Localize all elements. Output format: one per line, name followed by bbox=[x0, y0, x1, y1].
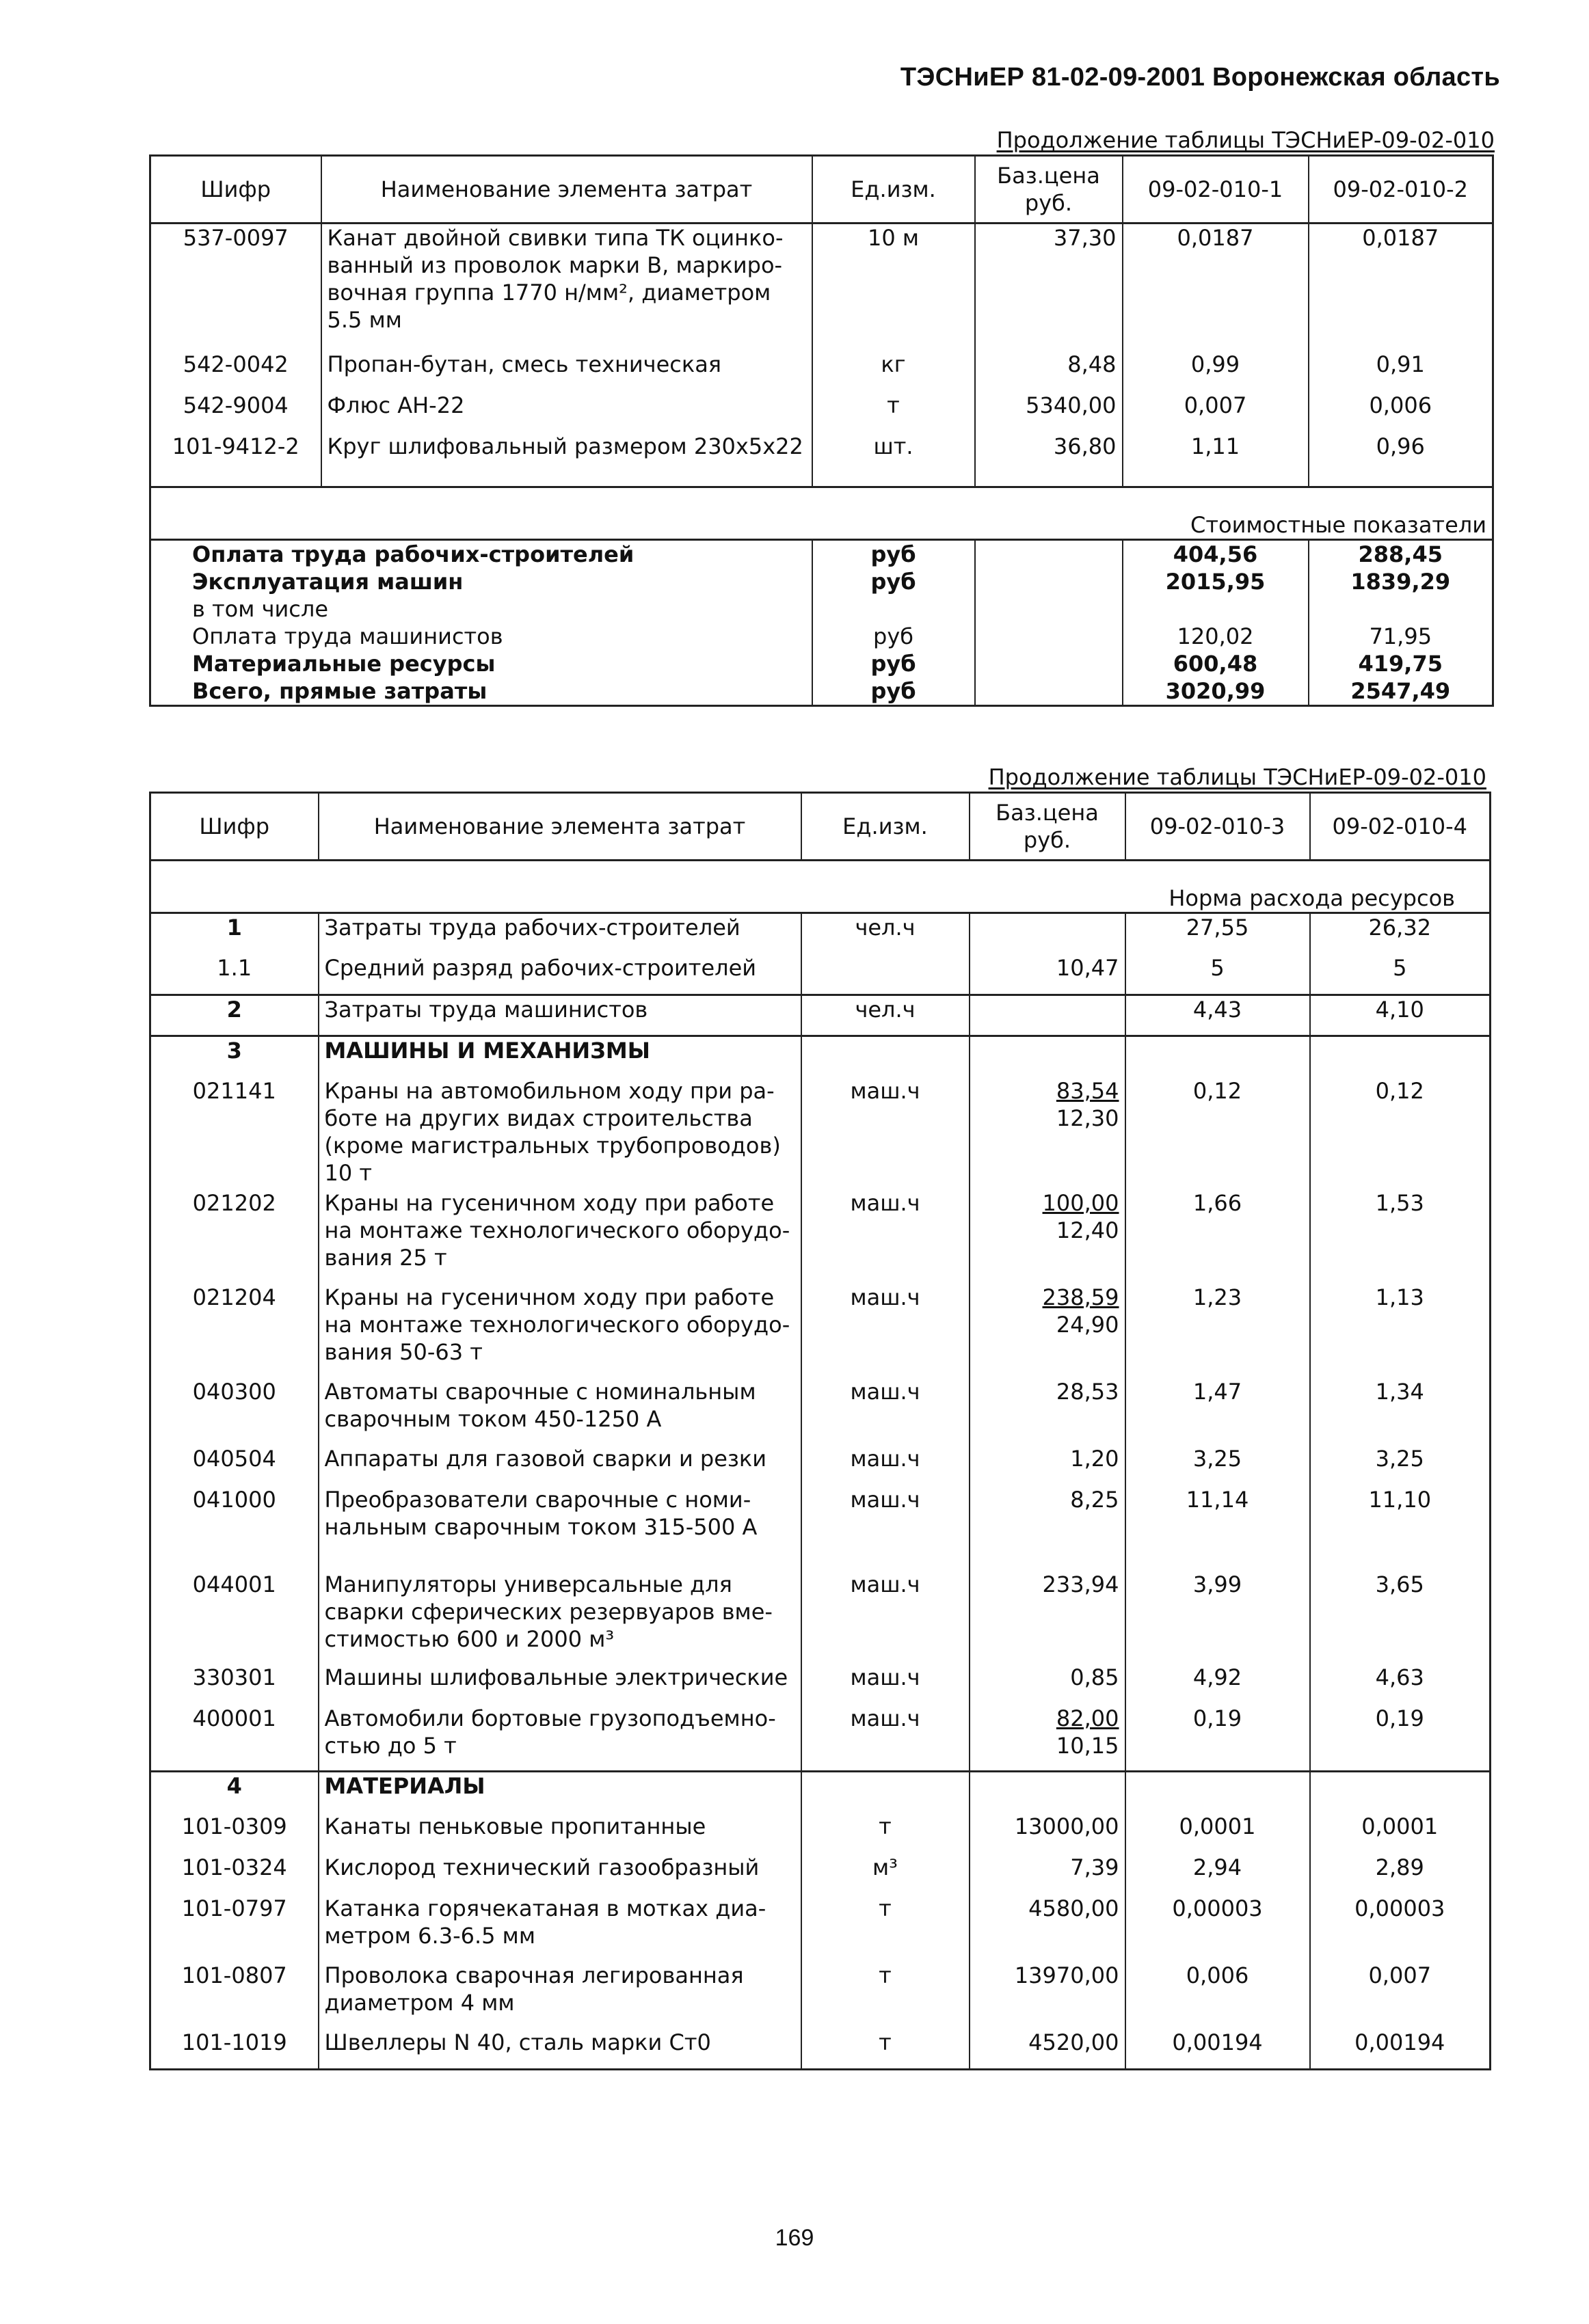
col-header-name: Наименование элемента затрат bbox=[321, 156, 812, 224]
cell-variant-2: 0,0187 bbox=[1309, 224, 1493, 351]
cell-variant-4: 4,63 bbox=[1310, 1664, 1491, 1705]
table-row bbox=[150, 1189, 1491, 1284]
col-header-price: Баз.цена руб. bbox=[970, 793, 1125, 861]
cell-name: МАШИНЫ И МЕХАНИЗМЫ bbox=[319, 1036, 801, 1077]
cell-code: 542-9004 bbox=[183, 392, 289, 418]
cell-variant-4: 0,00194 bbox=[1310, 2029, 1491, 2070]
cell-unit: чел.ч bbox=[801, 913, 970, 954]
cell-variant-4: 26,32 bbox=[1310, 913, 1491, 954]
table-row bbox=[150, 1036, 1491, 1077]
cell-name: Машины шлифовальные электрические bbox=[319, 1664, 801, 1705]
cell-name: Затраты труда машинистов bbox=[319, 995, 801, 1036]
cell-unit: чел.ч bbox=[801, 995, 970, 1036]
cell-code: 400001 bbox=[192, 1705, 276, 1731]
cell-variant-4: 11,10 bbox=[1310, 1486, 1491, 1571]
document-header: ТЭСНиЕР 81-02-09-2001 Воронежская область bbox=[900, 63, 1500, 92]
page-number: 169 bbox=[775, 2225, 814, 2251]
cell-price bbox=[970, 995, 1125, 1036]
price-wages: 10,15 bbox=[1056, 1732, 1119, 1759]
price-total: 7,39 bbox=[1070, 1854, 1119, 1880]
cost-row bbox=[150, 540, 1493, 569]
cell-code: 101-0324 bbox=[181, 1854, 287, 1880]
cell-variant-4: 2,89 bbox=[1310, 1854, 1491, 1895]
cell-price bbox=[970, 1036, 1125, 1077]
cost-price-empty bbox=[975, 595, 1123, 623]
table-row bbox=[150, 1895, 1491, 1962]
cost-variant-2: 2547,49 bbox=[1309, 677, 1493, 706]
cell-variant-2: 0,96 bbox=[1309, 433, 1493, 487]
cost-price-empty bbox=[975, 650, 1123, 677]
price-total: 238,59 bbox=[1042, 1284, 1119, 1310]
cell-price bbox=[970, 1772, 1125, 1813]
cell-variant-4: 0,007 bbox=[1310, 1962, 1491, 2029]
cell-name: Катанка горячекатаная в мотках диа-метром 6.3-6.5 мм bbox=[319, 1895, 801, 1962]
cost-row bbox=[150, 623, 1493, 650]
cell-code: 1 bbox=[226, 915, 242, 941]
resources-table-1 bbox=[149, 154, 1494, 707]
cell-name: Автомобили бортовые грузоподъемно-стью до 5 т bbox=[319, 1705, 801, 1772]
cell-unit: кг bbox=[812, 351, 975, 392]
cell-price bbox=[970, 954, 1125, 995]
cell-price bbox=[970, 1445, 1125, 1486]
col-header-name: Наименование элемента затрат bbox=[319, 793, 801, 861]
cell-price bbox=[970, 1664, 1125, 1705]
cell-price bbox=[970, 1077, 1125, 1189]
table-row bbox=[150, 1854, 1491, 1895]
resources-table-2 bbox=[149, 792, 1491, 2070]
cell-code: 1.1 bbox=[217, 954, 252, 981]
cell-variant-4: 1,53 bbox=[1310, 1189, 1491, 1284]
price-total: 28,53 bbox=[1056, 1378, 1119, 1405]
table-row bbox=[150, 392, 1493, 433]
table-row bbox=[150, 954, 1491, 995]
cell-name: Краны на гусеничном ходу при работе на монтаже технологического оборудо-вания 25 т bbox=[319, 1189, 801, 1284]
cell-code: 542-0042 bbox=[183, 351, 289, 377]
table-row bbox=[150, 1284, 1491, 1378]
cell-unit: т bbox=[801, 1895, 970, 1962]
table1-continuation-note: Продолжение таблицы ТЭСНиЕР-09-02-010 bbox=[996, 127, 1495, 153]
cell-code: 4 bbox=[150, 1772, 319, 1813]
cell-code: 330301 bbox=[192, 1664, 276, 1690]
cell-price bbox=[970, 1378, 1125, 1445]
cell-variant-4: 0,00003 bbox=[1310, 1895, 1491, 1962]
cell-unit: шт. bbox=[812, 433, 975, 487]
cost-label: Материальные ресурсы bbox=[192, 651, 496, 677]
cost-variant-1: 120,02 bbox=[1123, 623, 1309, 650]
cell-unit: маш.ч bbox=[801, 1077, 970, 1189]
cost-row bbox=[150, 677, 1493, 706]
cost-variant-2 bbox=[1309, 595, 1493, 623]
cell-variant-3: 11,14 bbox=[1125, 1486, 1310, 1571]
table-row bbox=[150, 1664, 1491, 1705]
cell-variant-3 bbox=[1125, 1772, 1310, 1813]
table-row bbox=[150, 1486, 1491, 1571]
table-row bbox=[150, 1378, 1491, 1445]
cell-variant-4 bbox=[1310, 1036, 1491, 1077]
cell-name: Затраты труда рабочих-строителей bbox=[319, 913, 801, 954]
cost-variant-1: 404,56 bbox=[1123, 540, 1309, 569]
table-row bbox=[150, 351, 1493, 392]
cell-variant-3: 3,25 bbox=[1125, 1445, 1310, 1486]
cell-code: 040504 bbox=[192, 1445, 276, 1472]
cell-variant-4: 3,65 bbox=[1310, 1571, 1491, 1664]
cell-variant-3: 0,006 bbox=[1125, 1962, 1310, 2029]
cell-code: 040300 bbox=[192, 1378, 276, 1405]
cost-row bbox=[150, 595, 1493, 623]
cell-code: 021202 bbox=[192, 1189, 276, 1216]
price-total: 13970,00 bbox=[1014, 1962, 1119, 1988]
cell-name: Флюс АН-22 bbox=[321, 392, 812, 433]
cell-variant-1: 0,007 bbox=[1123, 392, 1309, 433]
cell-unit: т bbox=[801, 1962, 970, 2029]
norm-section-title: Норма расхода ресурсов bbox=[150, 861, 1491, 913]
price-total: 13000,00 bbox=[1014, 1813, 1119, 1839]
cell-unit: маш.ч bbox=[801, 1571, 970, 1664]
cell-name: Средний разряд рабочих-строителей bbox=[319, 954, 801, 995]
cell-code: 101-0309 bbox=[181, 1813, 287, 1839]
cell-price: 5340,00 bbox=[975, 392, 1123, 433]
cell-unit: т bbox=[812, 392, 975, 433]
table-row bbox=[150, 995, 1491, 1036]
cell-variant-3: 4,43 bbox=[1125, 995, 1310, 1036]
cost-price-empty bbox=[975, 623, 1123, 650]
col-header-unit: Ед.изм. bbox=[812, 156, 975, 224]
table-row bbox=[150, 433, 1493, 487]
cost-unit: руб bbox=[812, 677, 975, 706]
cost-variant-1 bbox=[1123, 595, 1309, 623]
cell-price bbox=[970, 1854, 1125, 1895]
cell-code: 2 bbox=[150, 995, 319, 1036]
col-header-code: Шифр bbox=[150, 793, 319, 861]
cell-unit: маш.ч bbox=[801, 1705, 970, 1772]
cost-row bbox=[150, 650, 1493, 677]
cell-code: 101-0807 bbox=[181, 1962, 287, 1988]
cell-name: Проволока сварочная легированная диаметром 4 мм bbox=[319, 1962, 801, 2029]
cell-variant-4: 1,13 bbox=[1310, 1284, 1491, 1378]
cost-label: Всего, прямые затраты bbox=[192, 678, 488, 704]
price-total: 4520,00 bbox=[1028, 2029, 1119, 2055]
cell-variant-3: 1,47 bbox=[1125, 1378, 1310, 1445]
cell-code: 3 bbox=[150, 1036, 319, 1077]
col-header-code: Шифр bbox=[150, 156, 321, 224]
cell-variant-1: 1,11 bbox=[1123, 433, 1309, 487]
cell-unit: маш.ч bbox=[801, 1378, 970, 1445]
table1-body bbox=[150, 224, 1493, 706]
cost-variant-1: 600,48 bbox=[1123, 650, 1309, 677]
cell-code: 101-1019 bbox=[181, 2029, 287, 2055]
cell-unit: т bbox=[801, 1813, 970, 1854]
cell-name: Круг шлифовальный размером 230х5х22 bbox=[321, 433, 812, 487]
table-row bbox=[150, 913, 1491, 954]
cell-unit: 10 м bbox=[812, 224, 975, 351]
cell-name: Автоматы сварочные с номинальным сварочным током 450-1250 А bbox=[319, 1378, 801, 1445]
cell-unit: маш.ч bbox=[801, 1189, 970, 1284]
cell-price bbox=[970, 1813, 1125, 1854]
cell-price bbox=[970, 1284, 1125, 1378]
cell-variant-2: 0,91 bbox=[1309, 351, 1493, 392]
price-total: 0,85 bbox=[1070, 1664, 1119, 1690]
cell-variant-3: 5 bbox=[1125, 954, 1310, 995]
table-row bbox=[150, 1445, 1491, 1486]
cell-variant-3: 4,92 bbox=[1125, 1664, 1310, 1705]
cell-variant-3: 2,94 bbox=[1125, 1854, 1310, 1895]
cell-unit bbox=[801, 1036, 970, 1077]
cell-variant-4: 4,10 bbox=[1310, 995, 1491, 1036]
cell-variant-4: 3,25 bbox=[1310, 1445, 1491, 1486]
cell-variant-3: 1,23 bbox=[1125, 1284, 1310, 1378]
cell-unit bbox=[801, 1772, 970, 1813]
cell-variant-4: 0,12 bbox=[1310, 1077, 1491, 1189]
cell-unit: маш.ч bbox=[801, 1486, 970, 1571]
price-total: 233,94 bbox=[1042, 1571, 1119, 1597]
price-total: 100,00 bbox=[1042, 1189, 1119, 1216]
cost-label: Эксплуатация машин bbox=[192, 569, 464, 595]
price-wages: 24,90 bbox=[1056, 1311, 1119, 1338]
cell-code: 021141 bbox=[192, 1077, 276, 1104]
cell-name: Краны на автомобильном ходу при ра-боте на других видах строительства (кроме магистральных трубопроводов) 10 т bbox=[319, 1077, 801, 1189]
table2-continuation-note: Продолжение таблицы ТЭСНиЕР-09-02-010 bbox=[988, 764, 1486, 790]
cell-unit: маш.ч bbox=[801, 1445, 970, 1486]
cell-code: 101-9412-2 bbox=[172, 433, 299, 459]
col-header-price: Баз.цена руб. bbox=[975, 156, 1123, 224]
cell-variant-4: 0,0001 bbox=[1310, 1813, 1491, 1854]
table-row bbox=[150, 1813, 1491, 1854]
cost-variant-2: 419,75 bbox=[1309, 650, 1493, 677]
table2-body bbox=[150, 861, 1491, 2070]
table-row bbox=[150, 1772, 1491, 1813]
cell-name: Кислород технический газообразный bbox=[319, 1854, 801, 1895]
cell-name: Пропан-бутан, смесь техническая bbox=[321, 351, 812, 392]
price-total: 4580,00 bbox=[1028, 1895, 1119, 1921]
cell-price bbox=[970, 1571, 1125, 1664]
cell-variant-1: 0,99 bbox=[1123, 351, 1309, 392]
cell-price bbox=[970, 1486, 1125, 1571]
table-row bbox=[150, 1962, 1491, 2029]
col-header-variant-4: 09-02-010-4 bbox=[1310, 793, 1491, 861]
price-total: 10,47 bbox=[1056, 954, 1119, 981]
price-wages: 12,40 bbox=[1056, 1217, 1119, 1243]
cell-price bbox=[970, 2029, 1125, 2070]
cell-variant-3: 27,55 bbox=[1125, 913, 1310, 954]
table-row bbox=[150, 224, 1493, 351]
cell-variant-4: 0,19 bbox=[1310, 1705, 1491, 1772]
cell-price bbox=[970, 913, 1125, 954]
cost-label: в том числе bbox=[192, 596, 328, 622]
cell-unit bbox=[801, 954, 970, 995]
col-header-variant-3: 09-02-010-3 bbox=[1125, 793, 1310, 861]
cell-code: 537-0097 bbox=[183, 225, 289, 251]
cell-unit: маш.ч bbox=[801, 1664, 970, 1705]
table-row bbox=[150, 1077, 1491, 1189]
cost-unit: руб bbox=[812, 623, 975, 650]
col-header-variant-1: 09-02-010-1 bbox=[1123, 156, 1309, 224]
cell-variant-3: 3,99 bbox=[1125, 1571, 1310, 1664]
price-total: 8,25 bbox=[1070, 1486, 1119, 1513]
cost-unit: руб bbox=[812, 568, 975, 595]
price-total: 1,20 bbox=[1070, 1445, 1119, 1472]
table-row bbox=[150, 1705, 1491, 1772]
cost-variant-1: 2015,95 bbox=[1123, 568, 1309, 595]
cell-name: Канаты пеньковые пропитанные bbox=[319, 1813, 801, 1854]
col-header-unit: Ед.изм. bbox=[801, 793, 970, 861]
cost-price-empty bbox=[975, 540, 1123, 569]
cell-price bbox=[970, 1962, 1125, 2029]
cost-section-title: Стоимостные показатели bbox=[150, 487, 1493, 540]
cell-variant-3: 0,00003 bbox=[1125, 1895, 1310, 1962]
cost-variant-2: 288,45 bbox=[1309, 540, 1493, 569]
cell-variant-3: 0,19 bbox=[1125, 1705, 1310, 1772]
cost-variant-1: 3020,99 bbox=[1123, 677, 1309, 706]
cell-code: 044001 bbox=[192, 1571, 276, 1597]
cost-row bbox=[150, 568, 1493, 595]
cell-price: 37,30 bbox=[975, 224, 1123, 351]
cost-label: Оплата труда рабочих-строителей bbox=[192, 541, 635, 567]
cell-unit: маш.ч bbox=[801, 1284, 970, 1378]
price-wages: 12,30 bbox=[1056, 1105, 1119, 1131]
cost-unit bbox=[812, 595, 975, 623]
cost-label: Оплата труда машинистов bbox=[192, 623, 503, 649]
cell-variant-1: 0,0187 bbox=[1123, 224, 1309, 351]
cost-price-empty bbox=[975, 568, 1123, 595]
cell-name: Краны на гусеничном ходу при работе на монтаже технологического оборудо-вания 50-63 т bbox=[319, 1284, 801, 1378]
cell-variant-4: 1,34 bbox=[1310, 1378, 1491, 1445]
cell-variant-4: 5 bbox=[1310, 954, 1491, 995]
cell-variant-3: 0,00194 bbox=[1125, 2029, 1310, 2070]
cell-code: 101-0797 bbox=[181, 1895, 287, 1921]
table-row bbox=[150, 2029, 1491, 2070]
cell-price: 36,80 bbox=[975, 433, 1123, 487]
col-header-variant-2: 09-02-010-2 bbox=[1309, 156, 1493, 224]
cell-name: Преобразователи сварочные с номи-нальным сварочным током 315-500 А bbox=[319, 1486, 801, 1571]
cell-unit: т bbox=[801, 2029, 970, 2070]
cell-name: Канат двойной свивки типа ТК оцинко-ванный из проволок марки В, маркиро-вочная группа 1770 н/мм², диаметром 5.5 мм bbox=[321, 224, 812, 351]
cell-unit: м³ bbox=[801, 1854, 970, 1895]
cell-name: МАТЕРИАЛЫ bbox=[319, 1772, 801, 1813]
cost-variant-2: 1839,29 bbox=[1309, 568, 1493, 595]
cell-price bbox=[970, 1705, 1125, 1772]
price-total: 82,00 bbox=[1056, 1705, 1119, 1731]
table-row bbox=[150, 1571, 1491, 1664]
section-row bbox=[150, 487, 1493, 540]
cell-variant-4 bbox=[1310, 1772, 1491, 1813]
cost-unit: руб bbox=[812, 540, 975, 569]
section-row bbox=[150, 861, 1491, 913]
cost-price-empty bbox=[975, 677, 1123, 706]
cell-price bbox=[970, 1189, 1125, 1284]
price-total: 83,54 bbox=[1056, 1077, 1119, 1104]
cell-variant-3: 0,0001 bbox=[1125, 1813, 1310, 1854]
cell-variant-3: 1,66 bbox=[1125, 1189, 1310, 1284]
cell-name: Швеллеры N 40, сталь марки Ст0 bbox=[319, 2029, 801, 2070]
cell-variant-3 bbox=[1125, 1036, 1310, 1077]
cell-variant-3: 0,12 bbox=[1125, 1077, 1310, 1189]
cell-price bbox=[970, 1895, 1125, 1962]
cost-variant-2: 71,95 bbox=[1309, 623, 1493, 650]
cost-unit: руб bbox=[812, 650, 975, 677]
cell-variant-2: 0,006 bbox=[1309, 392, 1493, 433]
cell-name: Манипуляторы универсальные для сварки сферических резервуаров вме-стимостью 600 и 2000 м³ bbox=[319, 1571, 801, 1664]
cell-code: 041000 bbox=[192, 1486, 276, 1513]
cell-name: Аппараты для газовой сварки и резки bbox=[319, 1445, 801, 1486]
cell-price: 8,48 bbox=[975, 351, 1123, 392]
cell-code: 021204 bbox=[192, 1284, 276, 1310]
